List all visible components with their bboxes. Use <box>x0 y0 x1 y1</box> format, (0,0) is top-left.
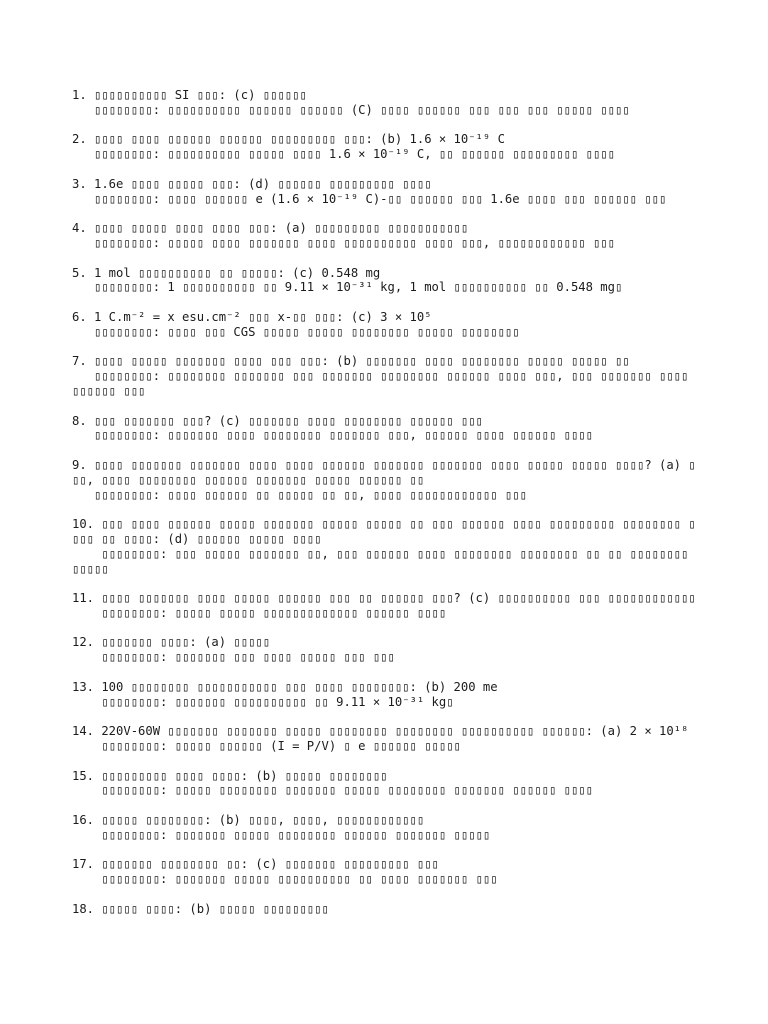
explanation-line: ▯▯▯▯▯▯▯▯: 1 ▯▯▯▯▯▯▯▯▯▯ ▯▯ 9.11 × 10⁻³¹ kg, 1 mol ▯▯▯▯▯▯▯▯▯▯ ▯▯ 0.548 mg▯ <box>72 280 623 295</box>
qa-item-5 <box>72 266 700 296</box>
explanation-line: ▯▯▯▯▯▯▯▯: ▯▯▯▯▯ ▯▯▯▯▯▯▯▯ ▯▯▯▯▯▯▯ ▯▯▯▯▯ ▯▯▯▯▯▯▯▯ ▯▯▯▯▯▯▯ ▯▯▯▯▯▯ ▯▯▯▯ <box>72 783 593 798</box>
question-line: 8. ▯▯▯ ▯▯▯▯▯▯▯ ▯▯▯? (c) ▯▯▯▯▯▯▯ ▯▯▯▯ ▯▯▯▯▯▯▯▯ ▯▯▯▯▯▯ ▯▯▯ <box>72 413 483 428</box>
question-line: 9. ▯▯▯▯ ▯▯▯▯▯▯▯ ▯▯▯▯▯▯▯ ▯▯▯▯ ▯▯▯▯ ▯▯▯▯▯▯ ▯▯▯▯▯▯▯ ▯▯▯▯▯▯▯ ▯▯▯▯ ▯▯▯▯▯ ▯▯▯▯▯ ▯▯▯▯? (a) ▯▯▯, ▯▯▯▯ ▯▯▯▯▯▯▯▯ ▯▯▯▯▯▯ ▯▯▯▯▯▯▯ ▯▯▯▯▯ ▯▯▯▯▯▯ ▯▯ <box>72 457 696 487</box>
qa-item-15 <box>72 769 700 799</box>
question-line: 4. ▯▯▯▯ ▯▯▯▯▯ ▯▯▯▯ ▯▯▯▯ ▯▯▯: (a) ▯▯▯▯▯▯▯▯▯ ▯▯▯▯▯▯▯▯▯▯▯ <box>72 221 469 236</box>
qa-item-11 <box>72 591 700 621</box>
qa-item-1 <box>72 88 700 118</box>
question-line: 12. ▯▯▯▯▯▯▯ ▯▯▯▯: (a) ▯▯▯▯▯ <box>72 635 271 650</box>
explanation-line: ▯▯▯▯▯▯▯▯: ▯▯▯▯▯ ▯▯▯▯ ▯▯▯▯▯▯▯ ▯▯▯▯ ▯▯▯▯▯▯▯▯▯▯ ▯▯▯▯ ▯▯▯, ▯▯▯▯▯▯▯▯▯▯▯▯ ▯▯▯ <box>72 235 615 250</box>
qa-item-17 <box>72 857 700 887</box>
qa-item-4 <box>72 221 700 251</box>
explanation-line: ▯▯▯▯▯▯▯▯: ▯▯▯▯▯▯▯ ▯▯▯ ▯▯▯▯ ▯▯▯▯▯ ▯▯▯ ▯▯▯ <box>72 650 395 665</box>
explanation-line: ▯▯▯▯▯▯▯▯: ▯▯▯▯▯▯▯ ▯▯▯▯▯ ▯▯▯▯▯▯▯▯ ▯▯▯▯▯▯ ▯▯▯▯▯▯▯ ▯▯▯▯▯ <box>72 827 491 842</box>
explanation-line: ▯▯▯▯▯▯▯▯: ▯▯▯▯▯▯▯▯▯▯ ▯▯▯▯▯▯ ▯▯▯▯▯▯ (C) ▯▯▯▯ ▯▯▯▯▯▯ ▯▯▯ ▯▯▯ ▯▯▯ ▯▯▯▯▯ ▯▯▯▯ <box>72 102 630 117</box>
explanation-line: ▯▯▯▯▯▯▯▯: ▯▯▯▯▯▯▯▯▯▯ ▯▯▯▯▯ ▯▯▯▯ 1.6 × 10⁻¹⁹ C, ▯▯ ▯▯▯▯▯▯ ▯▯▯▯▯▯▯▯▯ ▯▯▯▯ <box>72 147 615 162</box>
explanation-line: ▯▯▯▯▯▯▯▯: ▯▯▯▯▯ ▯▯▯▯▯ ▯▯▯▯▯▯▯▯▯▯▯▯▯ ▯▯▯▯▯▯ ▯▯▯▯ <box>72 605 447 620</box>
qa-item-10 <box>72 517 700 576</box>
explanation-line: ▯▯▯▯▯▯▯▯: ▯▯▯▯ ▯▯▯▯▯▯ e (1.6 × 10⁻¹⁹ C)-▯▯ ▯▯▯▯▯▯ ▯▯▯ 1.6e ▯▯▯▯ ▯▯▯ ▯▯▯▯▯▯ ▯▯▯ <box>72 191 667 206</box>
explanation-line: ▯▯▯▯▯▯▯▯: ▯▯▯ ▯▯▯▯▯ ▯▯▯▯▯▯▯ ▯▯, ▯▯▯ ▯▯▯▯▯▯ ▯▯▯▯ ▯▯▯▯▯▯▯▯ ▯▯▯▯▯▯▯▯ ▯▯ ▯▯ ▯▯▯▯▯▯▯▯ ▯▯▯▯▯ <box>72 546 696 576</box>
question-line: 6. 1 C.m⁻² = x esu.cm⁻² ▯▯▯ x-▯▯ ▯▯▯: (c) 3 × 10⁵ <box>72 309 432 324</box>
question-line: 7. ▯▯▯▯ ▯▯▯▯▯ ▯▯▯▯▯▯▯ ▯▯▯▯ ▯▯▯ ▯▯▯: (b) ▯▯▯▯▯▯▯ ▯▯▯▯ ▯▯▯▯▯▯▯▯ ▯▯▯▯▯ ▯▯▯▯▯ ▯▯ <box>72 354 630 369</box>
qa-item-18 <box>72 902 700 917</box>
qa-item-7 <box>72 354 700 398</box>
document-body <box>72 88 700 931</box>
question-line: 5. 1 mol ▯▯▯▯▯▯▯▯▯▯ ▯▯ ▯▯▯▯▯: (c) 0.548 mg <box>72 265 381 280</box>
qa-item-16 <box>72 813 700 843</box>
question-line: 13. 100 ▯▯▯▯▯▯▯▯ ▯▯▯▯▯▯▯▯▯▯▯ ▯▯▯ ▯▯▯▯ ▯▯▯▯▯▯▯▯: (b) 200 me <box>72 679 498 694</box>
explanation-line: ▯▯▯▯▯▯▯▯: ▯▯▯▯▯▯▯▯ ▯▯▯▯▯▯▯ ▯▯▯ ▯▯▯▯▯▯▯ ▯▯▯▯▯▯▯▯ ▯▯▯▯▯▯ ▯▯▯▯ ▯▯▯, ▯▯▯ ▯▯▯▯▯▯▯ ▯▯▯▯ ▯▯▯▯▯▯ ▯▯▯ <box>72 369 696 398</box>
question-line: 18. ▯▯▯▯▯ ▯▯▯▯: (b) ▯▯▯▯▯ ▯▯▯▯▯▯▯▯▯ <box>72 901 329 916</box>
question-line: 16. ▯▯▯▯▯ ▯▯▯▯▯▯▯▯: (b) ▯▯▯▯, ▯▯▯▯, ▯▯▯▯▯▯▯▯▯▯▯▯ <box>72 813 425 828</box>
explanation-line: ▯▯▯▯▯▯▯▯: ▯▯▯▯ ▯▯▯▯▯▯ ▯▯ ▯▯▯▯▯ ▯▯ ▯▯, ▯▯▯▯ ▯▯▯▯▯▯▯▯▯▯▯▯ ▯▯▯ <box>72 487 527 502</box>
question-line: 2. ▯▯▯▯ ▯▯▯▯ ▯▯▯▯▯▯ ▯▯▯▯▯▯ ▯▯▯▯▯▯▯▯▯ ▯▯▯: (b) 1.6 × 10⁻¹⁹ C <box>72 132 505 147</box>
question-line: 11. ▯▯▯▯ ▯▯▯▯▯▯▯ ▯▯▯▯ ▯▯▯▯▯ ▯▯▯▯▯▯ ▯▯▯ ▯▯ ▯▯▯▯▯▯ ▯▯▯? (c) ▯▯▯▯▯▯▯▯▯▯ ▯▯▯ ▯▯▯▯▯▯▯▯▯▯▯▯ <box>72 591 696 606</box>
qa-item-12 <box>72 635 700 665</box>
qa-item-3 <box>72 177 700 207</box>
question-line: 15. ▯▯▯▯▯▯▯▯▯ ▯▯▯▯ ▯▯▯▯: (b) ▯▯▯▯▯ ▯▯▯▯▯▯▯▯ <box>72 768 388 783</box>
question-line: 14. 220V-60W ▯▯▯▯▯▯▯ ▯▯▯▯▯▯▯ ▯▯▯▯▯ ▯▯▯▯▯▯▯▯ ▯▯▯▯▯▯▯▯ ▯▯▯▯▯▯▯▯▯▯ ▯▯▯▯▯▯: (a) 2 × 10¹⁸ <box>72 724 689 739</box>
question-line: 10. ▯▯▯ ▯▯▯▯ ▯▯▯▯▯▯ ▯▯▯▯▯ ▯▯▯▯▯▯▯ ▯▯▯▯▯ ▯▯▯▯▯ ▯▯ ▯▯▯ ▯▯▯▯▯▯ ▯▯▯▯ ▯▯▯▯▯▯▯▯▯ ▯▯▯▯▯▯▯▯ ▯▯▯▯ ▯▯ ▯▯▯▯: (d) ▯▯▯▯▯▯ ▯▯▯▯▯ ▯▯▯▯ <box>72 517 696 546</box>
qa-item-6 <box>72 310 700 340</box>
explanation-line: ▯▯▯▯▯▯▯▯: ▯▯▯▯ ▯▯▯ CGS ▯▯▯▯▯ ▯▯▯▯▯ ▯▯▯▯▯▯▯▯ ▯▯▯▯▯ ▯▯▯▯▯▯▯▯ <box>72 324 520 339</box>
qa-item-13 <box>72 680 700 710</box>
explanation-line: ▯▯▯▯▯▯▯▯: ▯▯▯▯▯▯▯ ▯▯▯▯▯▯▯▯▯▯ ▯▯ 9.11 × 10⁻³¹ kg▯ <box>72 694 454 709</box>
explanation-line: ▯▯▯▯▯▯▯▯: ▯▯▯▯▯▯▯ ▯▯▯▯▯ ▯▯▯▯▯▯▯▯▯▯ ▯▯ ▯▯▯▯ ▯▯▯▯▯▯▯ ▯▯▯ <box>72 872 498 887</box>
qa-item-8 <box>72 414 700 444</box>
question-line: 1. ▯▯▯▯▯▯▯▯▯▯ SI ▯▯▯: (c) ▯▯▯▯▯▯ <box>72 88 307 102</box>
question-line: 3. 1.6e ▯▯▯▯ ▯▯▯▯▯ ▯▯▯: (d) ▯▯▯▯▯▯ ▯▯▯▯▯▯▯▯▯ ▯▯▯▯ <box>72 176 432 191</box>
explanation-line: ▯▯▯▯▯▯▯▯: ▯▯▯▯▯▯▯ ▯▯▯▯ ▯▯▯▯▯▯▯▯ ▯▯▯▯▯▯▯ ▯▯▯, ▯▯▯▯▯▯ ▯▯▯▯ ▯▯▯▯▯▯ ▯▯▯▯ <box>72 428 593 443</box>
question-line: 17. ▯▯▯▯▯▯▯ ▯▯▯▯▯▯▯▯ ▯▯: (c) ▯▯▯▯▯▯▯ ▯▯▯▯▯▯▯▯▯ ▯▯▯ <box>72 857 439 872</box>
qa-item-9 <box>72 458 700 502</box>
qa-item-14 <box>72 724 700 754</box>
explanation-line: ▯▯▯▯▯▯▯▯: ▯▯▯▯▯ ▯▯▯▯▯▯ (I = P/V) ▯ e ▯▯▯▯▯▯ ▯▯▯▯▯ <box>72 739 461 754</box>
qa-item-2 <box>72 132 700 162</box>
